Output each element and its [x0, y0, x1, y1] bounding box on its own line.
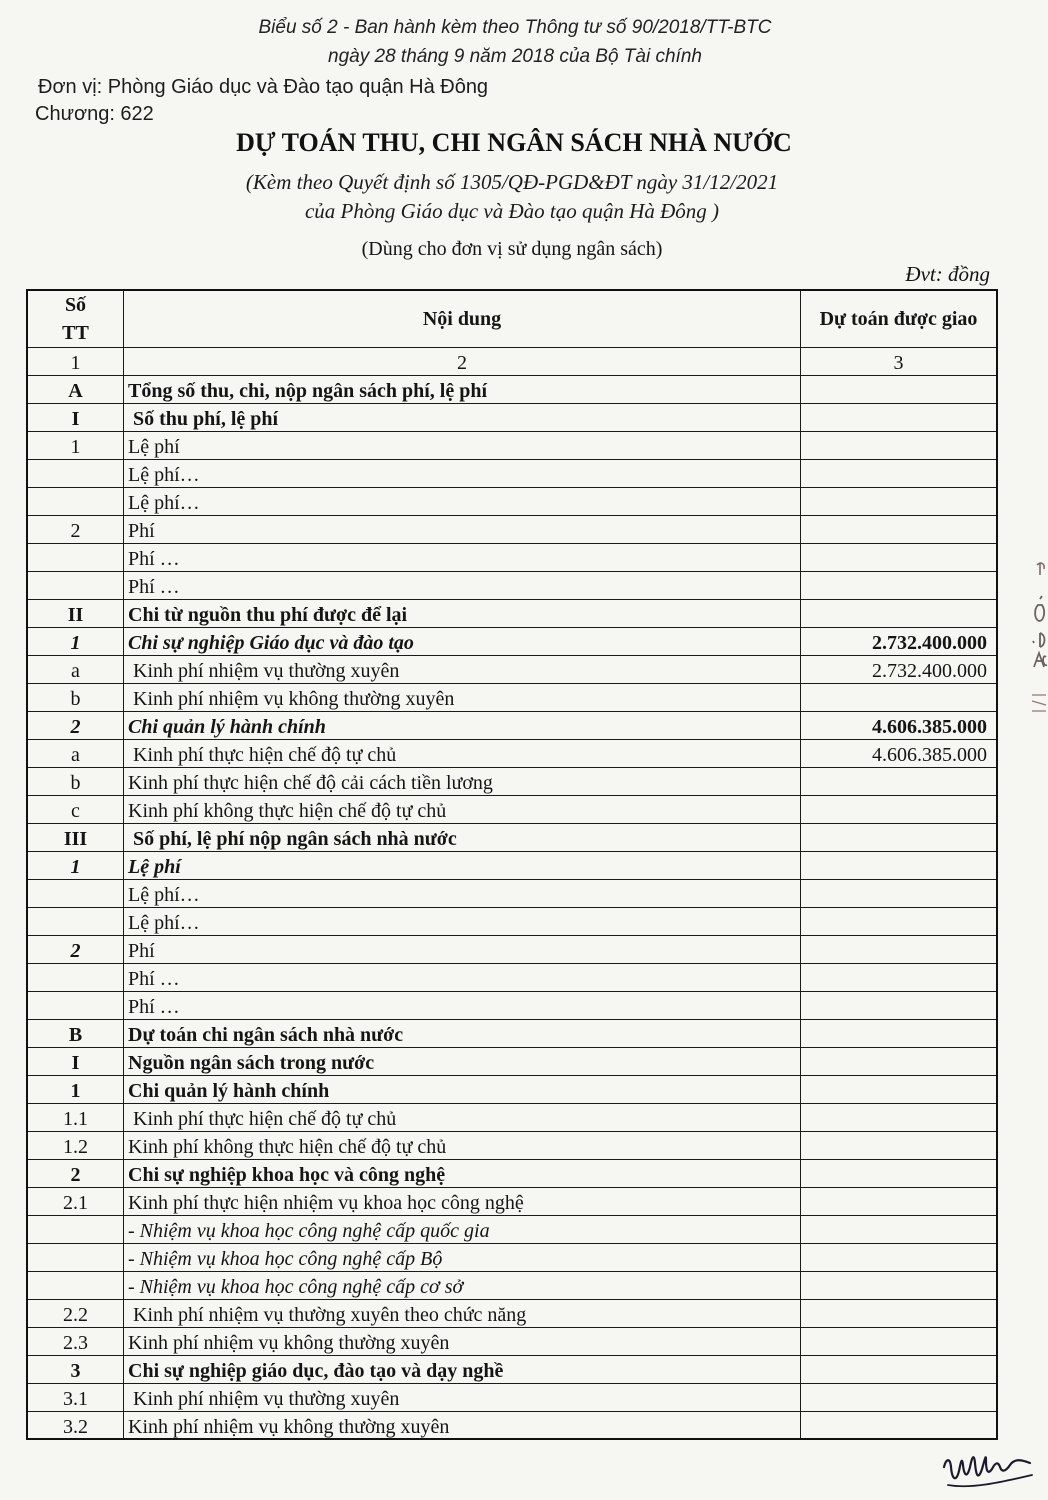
table-row	[28, 432, 998, 460]
row-amount-cell	[801, 376, 998, 404]
column-number: 2	[124, 348, 801, 376]
row-number-cell	[28, 544, 124, 572]
row-number-cell: 2.1	[28, 1188, 124, 1216]
table-row	[28, 1328, 998, 1356]
row-content-cell: Lệ phí…	[124, 460, 801, 488]
document-title: DỰ TOÁN THU, CHI NGÂN SÁCH NHÀ NƯỚC	[236, 128, 792, 157]
table-header-row	[28, 291, 998, 348]
row-number-cell: 1.1	[28, 1104, 124, 1132]
row-content-cell: Kinh phí nhiệm vụ không thường xuyên	[124, 1328, 801, 1356]
table-row	[28, 684, 998, 712]
row-content-cell: Dự toán chi ngân sách nhà nước	[124, 1020, 801, 1048]
stamp-fragment	[1028, 555, 1048, 730]
row-content-cell: Kinh phí nhiệm vụ thường xuyên	[124, 656, 801, 684]
row-number-cell: 2	[28, 516, 124, 544]
row-number-cell: a	[28, 740, 124, 768]
row-content-cell: Phí	[124, 516, 801, 544]
table-row	[28, 964, 998, 992]
row-number-cell	[28, 488, 124, 516]
table-row	[28, 404, 998, 432]
table-row	[28, 488, 998, 516]
row-amount-cell	[801, 1216, 998, 1244]
subtitle-line: của Phòng Giáo dục và Đào tạo quận Hà Đông )	[304, 199, 720, 223]
row-content-cell: Kinh phí không thực hiện chế độ tự chủ	[124, 796, 801, 824]
column-number: 3	[801, 348, 998, 376]
table-row	[28, 1412, 998, 1440]
table-row	[28, 544, 998, 572]
table-row	[28, 600, 998, 628]
row-number-cell	[28, 572, 124, 600]
row-number-cell	[28, 964, 124, 992]
row-number-cell: 3	[28, 1356, 124, 1384]
table-row	[28, 1188, 998, 1216]
row-number-cell: 2	[28, 712, 124, 740]
table-row	[28, 516, 998, 544]
table-row	[28, 1048, 998, 1076]
table-row	[28, 796, 998, 824]
table-row	[28, 1160, 998, 1188]
row-content-cell: Phí …	[124, 544, 801, 572]
row-number-cell: 2.3	[28, 1328, 124, 1356]
row-number-cell	[28, 908, 124, 936]
table-row	[28, 1384, 998, 1412]
row-content-cell: Tổng số thu, chi, nộp ngân sách phí, lệ phí	[124, 376, 801, 404]
row-content-cell: Nguồn ngân sách trong nước	[124, 1048, 801, 1076]
row-content-cell: Số phí, lệ phí nộp ngân sách nhà nước	[124, 824, 801, 852]
row-number-cell: I	[28, 1048, 124, 1076]
row-amount-cell	[801, 1412, 998, 1440]
currency-unit: Đvt: đồng	[905, 262, 990, 286]
signature	[940, 1447, 1036, 1495]
row-amount-cell	[801, 768, 998, 796]
row-amount-cell	[801, 404, 998, 432]
row-number-cell: c	[28, 796, 124, 824]
row-content-cell: Kinh phí thực hiện chế độ tự chủ	[124, 1104, 801, 1132]
row-amount-cell	[801, 1244, 998, 1272]
row-number-cell: 2	[28, 936, 124, 964]
row-amount-cell	[801, 488, 998, 516]
table-row	[28, 992, 998, 1020]
table-row	[28, 936, 998, 964]
row-content-cell: Kinh phí nhiệm vụ thường xuyên	[124, 1384, 801, 1412]
row-content-cell: Chi quản lý hành chính	[124, 712, 801, 740]
row-content-cell: Kinh phí không thực hiện chế độ tự chủ	[124, 1132, 801, 1160]
row-content-cell: Chi sự nghiệp khoa học và công nghệ	[124, 1160, 801, 1188]
table-row	[28, 852, 998, 880]
table-row	[28, 628, 998, 656]
row-content-cell: Lệ phí…	[124, 488, 801, 516]
table-row	[28, 376, 998, 404]
table-row	[28, 1300, 998, 1328]
row-content-cell: Phí …	[124, 572, 801, 600]
row-amount-cell	[801, 1272, 998, 1300]
row-content-cell: - Nhiệm vụ khoa học công nghệ cấp cơ sở	[124, 1272, 801, 1300]
row-amount-cell: 2.732.400.000	[801, 628, 998, 656]
row-content-cell: Lệ phí…	[124, 880, 801, 908]
row-content-cell: Kinh phí thực hiện nhiệm vụ khoa học công nghệ	[124, 1188, 801, 1216]
row-number-cell: 1	[28, 1076, 124, 1104]
row-content-cell: Phí	[124, 936, 801, 964]
row-content-cell: Chi quản lý hành chính	[124, 1076, 801, 1104]
row-number-cell: 2.2	[28, 1300, 124, 1328]
row-amount-cell	[801, 852, 998, 880]
table-row	[28, 908, 998, 936]
row-amount-cell	[801, 1356, 998, 1384]
row-amount-cell	[801, 908, 998, 936]
row-number-cell	[28, 880, 124, 908]
unit-name: Đơn vị: Phòng Giáo dục và Đào tạo quận Hà Đông	[38, 76, 489, 98]
row-amount-cell	[801, 684, 998, 712]
table-row	[28, 460, 998, 488]
header-stt-line: TT	[62, 322, 89, 344]
row-number-cell: 1.2	[28, 1132, 124, 1160]
table-row	[28, 1132, 998, 1160]
row-content-cell: Lệ phí	[124, 432, 801, 460]
header-content: Nội dung	[124, 291, 801, 348]
row-amount-cell	[801, 544, 998, 572]
row-content-cell: - Nhiệm vụ khoa học công nghệ cấp Bộ	[124, 1244, 801, 1272]
row-amount-cell	[801, 1132, 998, 1160]
chapter-code: Chương: 622	[35, 103, 154, 125]
row-amount-cell: 4.606.385.000	[801, 712, 998, 740]
usage-note: (Dùng cho đơn vị sử dụng ngân sách)	[361, 238, 663, 260]
column-number-row	[28, 348, 998, 376]
row-content-cell: - Nhiệm vụ khoa học công nghệ cấp quốc gia	[124, 1216, 801, 1244]
row-content-cell: Chi sự nghiệp giáo dục, đào tạo và dạy nghề	[124, 1356, 801, 1384]
row-amount-cell	[801, 516, 998, 544]
row-amount-cell	[801, 1384, 998, 1412]
table-row	[28, 1244, 998, 1272]
row-amount-cell	[801, 1328, 998, 1356]
row-number-cell: A	[28, 376, 124, 404]
row-content-cell: Lệ phí…	[124, 908, 801, 936]
row-amount-cell	[801, 572, 998, 600]
row-number-cell	[28, 1272, 124, 1300]
table-row	[28, 1356, 998, 1384]
row-number-cell: II	[28, 600, 124, 628]
row-number-cell	[28, 992, 124, 1020]
table-row	[28, 1216, 998, 1244]
row-amount-cell	[801, 796, 998, 824]
row-content-cell: Kinh phí thực hiện chế độ tự chủ	[124, 740, 801, 768]
header-stt	[28, 291, 124, 348]
row-amount-cell	[801, 1188, 998, 1216]
row-amount-cell	[801, 992, 998, 1020]
row-amount-cell	[801, 824, 998, 852]
row-content-cell: Kinh phí nhiệm vụ thường xuyên theo chức năng	[124, 1300, 801, 1328]
row-number-cell	[28, 1216, 124, 1244]
row-amount-cell	[801, 460, 998, 488]
row-number-cell: B	[28, 1020, 124, 1048]
row-number-cell	[28, 1244, 124, 1272]
row-amount-cell: 2.732.400.000	[801, 656, 998, 684]
table-row	[28, 1076, 998, 1104]
row-amount-cell	[801, 1104, 998, 1132]
table-row	[28, 768, 998, 796]
row-content-cell: Phí …	[124, 964, 801, 992]
row-amount-cell	[801, 1300, 998, 1328]
row-content-cell: Lệ phí	[124, 852, 801, 880]
row-number-cell: 2	[28, 1160, 124, 1188]
form-reference-line: Biểu số 2 - Ban hành kèm theo Thông tư số 90/2018/TT-BTC	[258, 17, 772, 38]
table-row	[28, 880, 998, 908]
row-amount-cell	[801, 964, 998, 992]
row-content-cell: Kinh phí nhiệm vụ không thường xuyên	[124, 684, 801, 712]
table-row	[28, 824, 998, 852]
row-number-cell	[28, 460, 124, 488]
table-row	[28, 740, 998, 768]
table-row	[28, 1104, 998, 1132]
row-content-cell: Số thu phí, lệ phí	[124, 404, 801, 432]
row-number-cell: a	[28, 656, 124, 684]
row-amount-cell	[801, 1048, 998, 1076]
row-amount-cell	[801, 1160, 998, 1188]
table-row	[28, 712, 998, 740]
table-row	[28, 1272, 998, 1300]
row-content-cell: Chi sự nghiệp Giáo dục và đào tạo	[124, 628, 801, 656]
row-number-cell: 3.1	[28, 1384, 124, 1412]
document-subtitle	[180, 168, 844, 226]
row-content-cell: Kinh phí thực hiện chế độ cải cách tiền lương	[124, 768, 801, 796]
row-amount-cell	[801, 936, 998, 964]
row-amount-cell	[801, 880, 998, 908]
row-number-cell: III	[28, 824, 124, 852]
form-reference-line: ngày 28 tháng 9 năm 2018 của Bộ Tài chính	[328, 46, 702, 67]
table-row	[28, 1020, 998, 1048]
table-row	[28, 656, 998, 684]
row-number-cell: b	[28, 684, 124, 712]
row-number-cell: 1	[28, 628, 124, 656]
row-number-cell: 3.2	[28, 1412, 124, 1440]
row-amount-cell	[801, 600, 998, 628]
row-amount-cell	[801, 1076, 998, 1104]
row-number-cell: 1	[28, 432, 124, 460]
header-stt-line: Số	[64, 294, 87, 316]
row-amount-cell	[801, 432, 998, 460]
row-amount-cell: 4.606.385.000	[801, 740, 998, 768]
budget-table	[26, 289, 998, 1440]
row-amount-cell	[801, 1020, 998, 1048]
row-number-cell: I	[28, 404, 124, 432]
table-row	[28, 572, 998, 600]
row-number-cell: 1	[28, 852, 124, 880]
column-number: 1	[28, 348, 124, 376]
subtitle-line: (Kèm theo Quyết định số 1305/QĐ-PGD&ĐT ngày 31/12/2021	[245, 170, 779, 194]
row-content-cell: Chi từ nguồn thu phí được để lại	[124, 600, 801, 628]
row-content-cell: Phí …	[124, 992, 801, 1020]
row-content-cell: Kinh phí nhiệm vụ không thường xuyên	[124, 1412, 801, 1440]
row-number-cell: b	[28, 768, 124, 796]
form-reference	[200, 13, 830, 71]
header-amount: Dự toán được giao	[801, 291, 998, 348]
